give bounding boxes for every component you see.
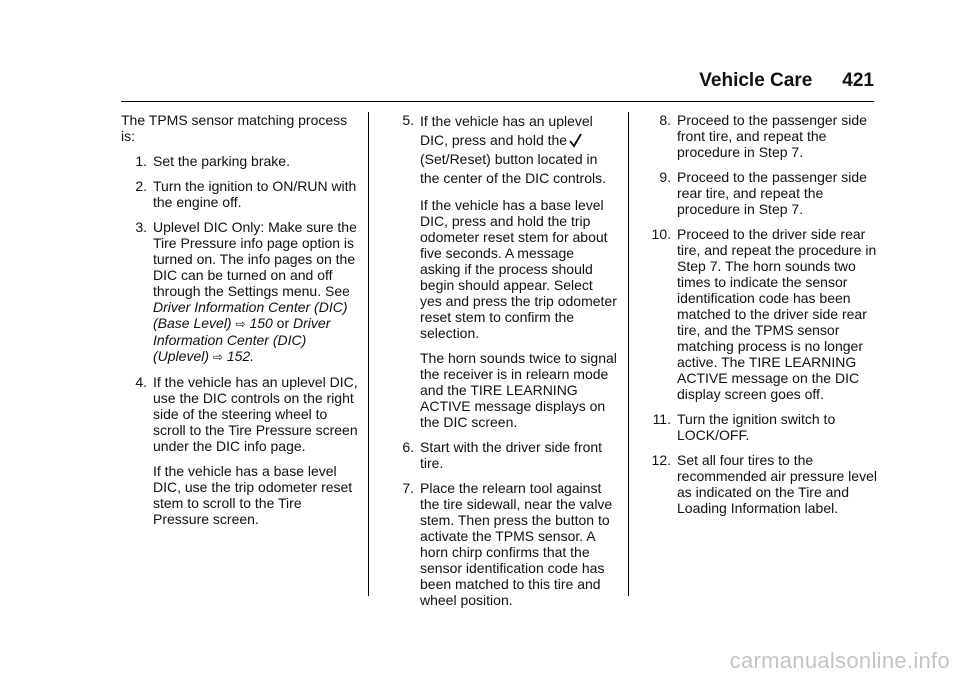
- step-number: 6.: [402, 439, 414, 455]
- step-4-paragraph-2: If the vehicle has a base level DIC, use the trip odometer reset stem to scroll to the Tire Pressure screen.: [153, 463, 353, 527]
- step-11: [645, 411, 877, 443]
- step-number: 12.: [651, 452, 671, 468]
- step-9: [645, 169, 877, 217]
- column-2: [388, 112, 618, 617]
- dic-uplevel-link[interactable]: Driver Information Center (DIC) (Uplevel): [153, 315, 331, 364]
- step-5-paragraph-3: The horn sounds twice to signal the receiver is in relearn mode and the TIRE LEARNING ACTIVE message displays on the DIC screen.: [420, 350, 617, 430]
- step-text: Place the relearn tool against the tire sidewall, near the valve stem. Then press the button to activate the TPMS sensor. A horn chirp confirms that the sensor identification code has been matched to this tire and wheel position.: [420, 480, 613, 608]
- page-ref-1: 150: [249, 315, 273, 331]
- column-3: [645, 112, 877, 525]
- or-text: or: [272, 315, 294, 331]
- step-number: 8.: [659, 112, 671, 128]
- header-rule: [121, 101, 874, 102]
- step-number: 4.: [135, 374, 147, 390]
- step-text: Start with the driver side front tire.: [420, 439, 603, 471]
- step-number: 10.: [651, 226, 671, 242]
- step-text: Set the parking brake.: [153, 153, 290, 169]
- step-body: [153, 374, 359, 527]
- step-text: Proceed to the passenger side front tire, and repeat the procedure in Step 7.: [677, 112, 867, 160]
- page-ref-2: 152: [226, 348, 251, 364]
- step-4-paragraph-1: If the vehicle has an uplevel DIC, use the DIC controls on the right side of the steering wheel to scroll to the Tire Pressure screen under the DIC info page.: [153, 374, 358, 454]
- step-10: [645, 226, 877, 402]
- step-4: [121, 374, 359, 527]
- dic-base-level-link[interactable]: Driver Information Center (DIC) (Base Level): [153, 299, 348, 331]
- step-body: [420, 112, 618, 430]
- page-ref-arrow-icon: ⇨: [212, 350, 223, 364]
- step-text: Turn the ignition to ON/RUN with the engine off.: [153, 178, 357, 210]
- checkmark-icon: [569, 133, 582, 148]
- step-5: [388, 112, 618, 430]
- watermark: carmanualsonline.info: [729, 648, 950, 673]
- step-text: Proceed to the passenger side rear tire, and repeat the procedure in Step 7.: [677, 169, 867, 217]
- column-1: [121, 112, 359, 536]
- step-5-paragraph-1: [420, 112, 618, 188]
- step-2: [121, 178, 359, 210]
- step-1: [121, 153, 359, 169]
- step-text: [153, 219, 359, 365]
- column-divider-1: [368, 112, 369, 596]
- step-text: Turn the ignition switch to LOCK/OFF.: [677, 411, 836, 443]
- step-number: 1.: [135, 153, 147, 169]
- section-title: Vehicle Care: [699, 70, 813, 91]
- step-12: [645, 452, 877, 516]
- page-ref-arrow-icon: ⇨: [235, 317, 246, 331]
- step-number: 3.: [135, 219, 147, 235]
- step-7: [388, 480, 618, 608]
- column-divider-2: [628, 112, 629, 596]
- period: .: [250, 348, 255, 364]
- step-number: 11.: [652, 411, 671, 427]
- step-text: Set all four tires to the recommended air pressure level as indicated on the Tire and Loading Information label.: [677, 452, 877, 516]
- intro-text: The TPMS sensor matching process is:: [121, 112, 348, 144]
- step-number: 5.: [402, 112, 414, 128]
- step-8: [645, 112, 877, 160]
- step-5-text-a: If the vehicle has an uplevel DIC, press and hold the: [420, 113, 593, 148]
- step-number: 2.: [135, 178, 147, 194]
- step-5-paragraph-2: If the vehicle has a base level DIC, press and hold the trip odometer reset stem for about five seconds. A message asking if the process should begin should appear. Select yes and press the trip odometer reset stem to confirm the selection.: [420, 197, 617, 341]
- step-number: 7.: [402, 480, 414, 496]
- step-5-text-b: (Set/Reset) button located in the center of the DIC controls.: [420, 151, 606, 186]
- step-3: [121, 219, 359, 365]
- step-3-text: Uplevel DIC Only: Make sure the Tire Pressure info page option is turned on. The info pages on the DIC can be turned on and off through the Settings menu. See: [153, 219, 357, 299]
- step-text: Proceed to the driver side rear tire, and repeat the procedure in Step 7. The horn sounds two times to indicate the sensor identification code has been matched to the driver side rear tire, and the TPMS sensor matching process is no longer active. The TIRE LEARNING ACTIVE message on the DIC display screen goes off.: [677, 226, 877, 402]
- page-number: 421: [842, 70, 874, 91]
- page-header: [699, 70, 874, 92]
- step-6: [388, 439, 618, 471]
- step-number: 9.: [659, 169, 671, 185]
